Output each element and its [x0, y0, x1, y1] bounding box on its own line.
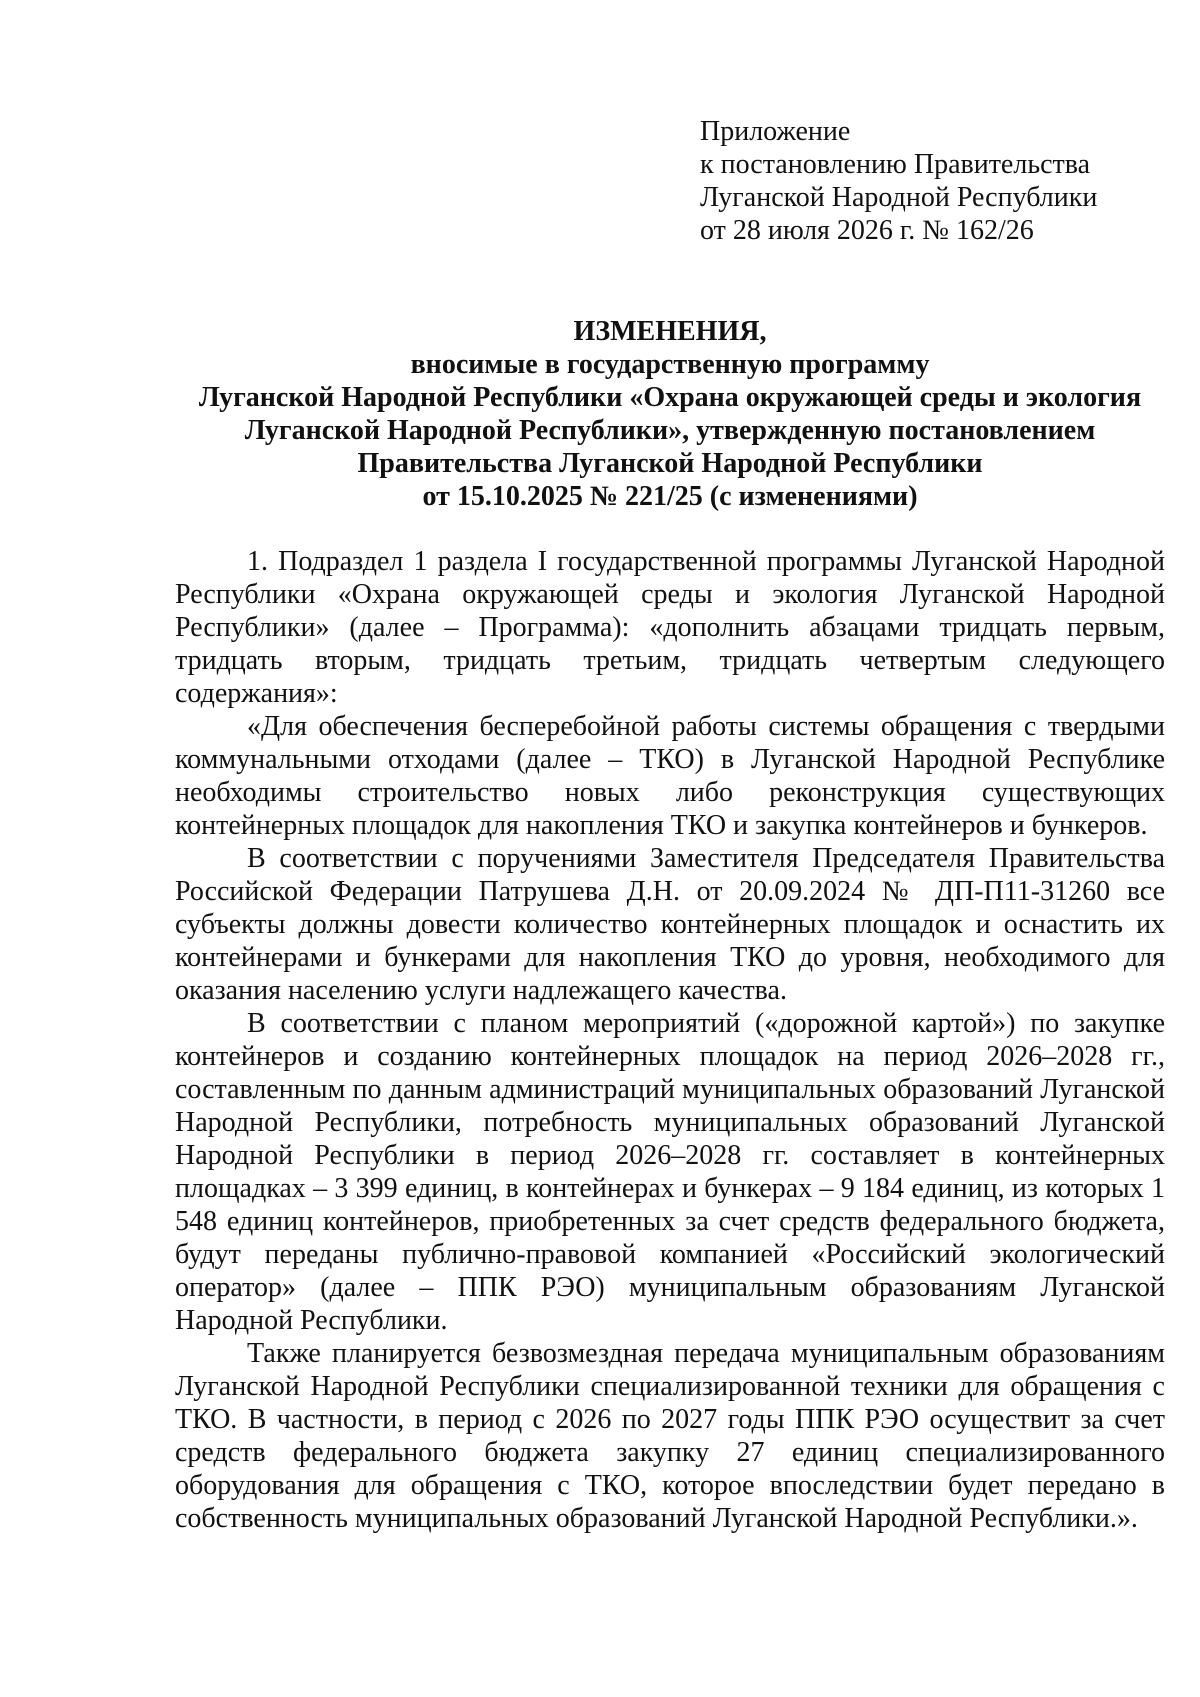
title-line: вносимые в государственную программу [410, 349, 930, 380]
appendix-line: к постановлению Правительства [700, 149, 1091, 180]
document-title [120, 315, 1200, 513]
title-line: ИЗМЕНЕНИЯ, [573, 316, 767, 347]
title-line: от 15.10.2025 № 221/25 (с изменениями) [422, 481, 918, 512]
title-line: Луганской Народной Республики «Охрана окружающей среды и экология [198, 382, 1142, 413]
body-paragraph: «Для обеспечения бесперебойной работы системы обращения с твердыми коммунальными отходами (далее – ТКО) в Луганской Народной Республике необходимы строительство новых либо реконструкция существующих контейнерных площадок для накопления ТКО и закупка контейнеров и бункеров. [175, 711, 1165, 841]
appendix-line: Луганской Народной Республики [700, 182, 1098, 213]
title-line: Луганской Народной Республики», утвержденную постановлением [244, 415, 1096, 446]
appendix-line: от 28 июля 2026 г. № 162/26 [700, 215, 1034, 246]
body-paragraph: В соответствии с поручениями Заместителя Председателя Правительства Российской Федерации Патрушева Д.Н. от 20.09.2024 № ДП-П11-31260 все субъекты должны довести количество контейнерных площадок и оснастить их контейнерами и бункерами для накопления ТКО до уровня, необходимого для оказания населению услуги надлежащего качества. [175, 843, 1165, 1006]
body-paragraph: В соответствии с планом мероприятий («дорожной картой») по закупке контейнеров и созданию контейнерных площадок на период 2026–2028 гг., составленным по данным администраций муниципальных образований Луганской Народной Республики, потребность муниципальных образований Луганской Народной Республики в период 2026–2028 гг. составляет в контейнерных площадках – 3 399 единиц, в контейнерах и бункерах – 9 184 единиц, из которых 1 548 единиц контейнеров, приобретенных за счет средств федерального бюджета, будут переданы публично-правовой компанией «Российский экологический оператор» (далее – ППК РЭО) муниципальным образованиям Луганской Народной Республики. [175, 1008, 1165, 1336]
appendix-header [700, 115, 1160, 247]
body-paragraph: Также планируется безвозмездная передача муниципальным образованиям Луганской Народной Республики специализированной техники для обращения с ТКО. В частности, в период с 2026 по 2027 годы ППК РЭО осуществит за счет средств федерального бюджета закупку 27 единиц специализированного оборудования для обращения с ТКО, которое впоследствии будет передано в собственность муниципальных образований Луганской Народной Республики.». [175, 1338, 1165, 1534]
document-body [175, 545, 1165, 1535]
appendix-line: Приложение [700, 116, 851, 147]
title-line: Правительства Луганской Народной Республики [357, 448, 983, 479]
body-paragraph: 1. Подраздел 1 раздела I государственной программы Луганской Народной Республики «Охрана окружающей среды и экология Луганской Народной Республики» (далее – Программа): «дополнить абзацами тридцать первым, тридцать вторым, тридцать третьим, тридцать четвертым следующего содержания»: [175, 546, 1165, 709]
